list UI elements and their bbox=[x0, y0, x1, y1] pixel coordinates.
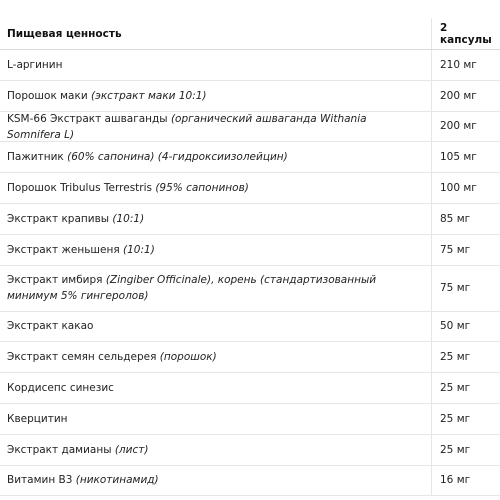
table-row bbox=[0, 173, 500, 204]
ingredient-name: Экстракт какао bbox=[0, 312, 432, 342]
ingredient-amount: 210 мг bbox=[440, 58, 477, 71]
ingredient-name: Экстракт семян сельдерея (порошок) bbox=[0, 342, 432, 372]
ingredient-name: Кордисепс синезис bbox=[0, 373, 432, 403]
ingredient-amount: 25 мг bbox=[440, 382, 471, 395]
table-row bbox=[0, 112, 500, 143]
ingredient-name: Витамин В3 (никотинамид) bbox=[0, 466, 432, 496]
ingredient-name: Кверцитин bbox=[0, 404, 432, 434]
ingredient-amount: 200 мг bbox=[440, 89, 477, 102]
ingredient-name: KSM-66 Экстракт ашваганды (органический ашваганда Withania Somnifera L) bbox=[0, 112, 432, 142]
table-row bbox=[0, 342, 500, 373]
table-row bbox=[0, 235, 500, 266]
table-row bbox=[0, 312, 500, 343]
ingredient-amount: 25 мг bbox=[440, 351, 471, 364]
ingredient-amount: 75 мг bbox=[440, 282, 471, 295]
ingredient-name: Экстракт женьшеня (10:1) bbox=[0, 235, 432, 265]
table-row bbox=[0, 373, 500, 404]
table-row bbox=[0, 404, 500, 435]
ingredient-name: Экстракт дамианы (лист) bbox=[0, 435, 432, 465]
table-row bbox=[0, 435, 500, 466]
table-row bbox=[0, 466, 500, 497]
ingredient-amount: 200 мг bbox=[440, 120, 477, 133]
header-name-cell: Пищевая ценность bbox=[0, 18, 432, 49]
ingredient-name: Экстракт крапивы (10:1) bbox=[0, 204, 432, 234]
table-header-row bbox=[0, 18, 500, 50]
ingredient-amount: 25 мг bbox=[440, 412, 471, 425]
ingredient-name: Пажитник (60% сапонина) (4-гидроксиизолейцин) bbox=[0, 142, 432, 172]
table-row bbox=[0, 266, 500, 312]
ingredient-amount: 16 мг bbox=[440, 474, 471, 487]
table-row bbox=[0, 204, 500, 235]
table-row bbox=[0, 81, 500, 112]
ingredient-amount: 85 мг bbox=[440, 212, 471, 225]
table-row bbox=[0, 142, 500, 173]
ingredient-amount: 75 мг bbox=[440, 243, 471, 256]
ingredient-name: L-аргинин bbox=[0, 50, 432, 80]
ingredient-name: Порошок Tribulus Terrestris (95% сапонинов) bbox=[0, 173, 432, 203]
ingredient-amount: 25 мг bbox=[440, 443, 471, 456]
ingredient-name: Порошок маки (экстракт маки 10:1) bbox=[0, 81, 432, 111]
ingredient-amount: 50 мг bbox=[440, 320, 471, 333]
ingredient-name: Экстракт имбиря (Zingiber Officinale), корень (стандартизованный минимум 5% гингеролов) bbox=[0, 266, 432, 311]
ingredient-amount: 100 мг bbox=[440, 182, 477, 195]
header-amount-cell: 2 капсулы bbox=[440, 21, 492, 46]
table-row bbox=[0, 50, 500, 81]
ingredient-amount: 105 мг bbox=[440, 151, 477, 164]
